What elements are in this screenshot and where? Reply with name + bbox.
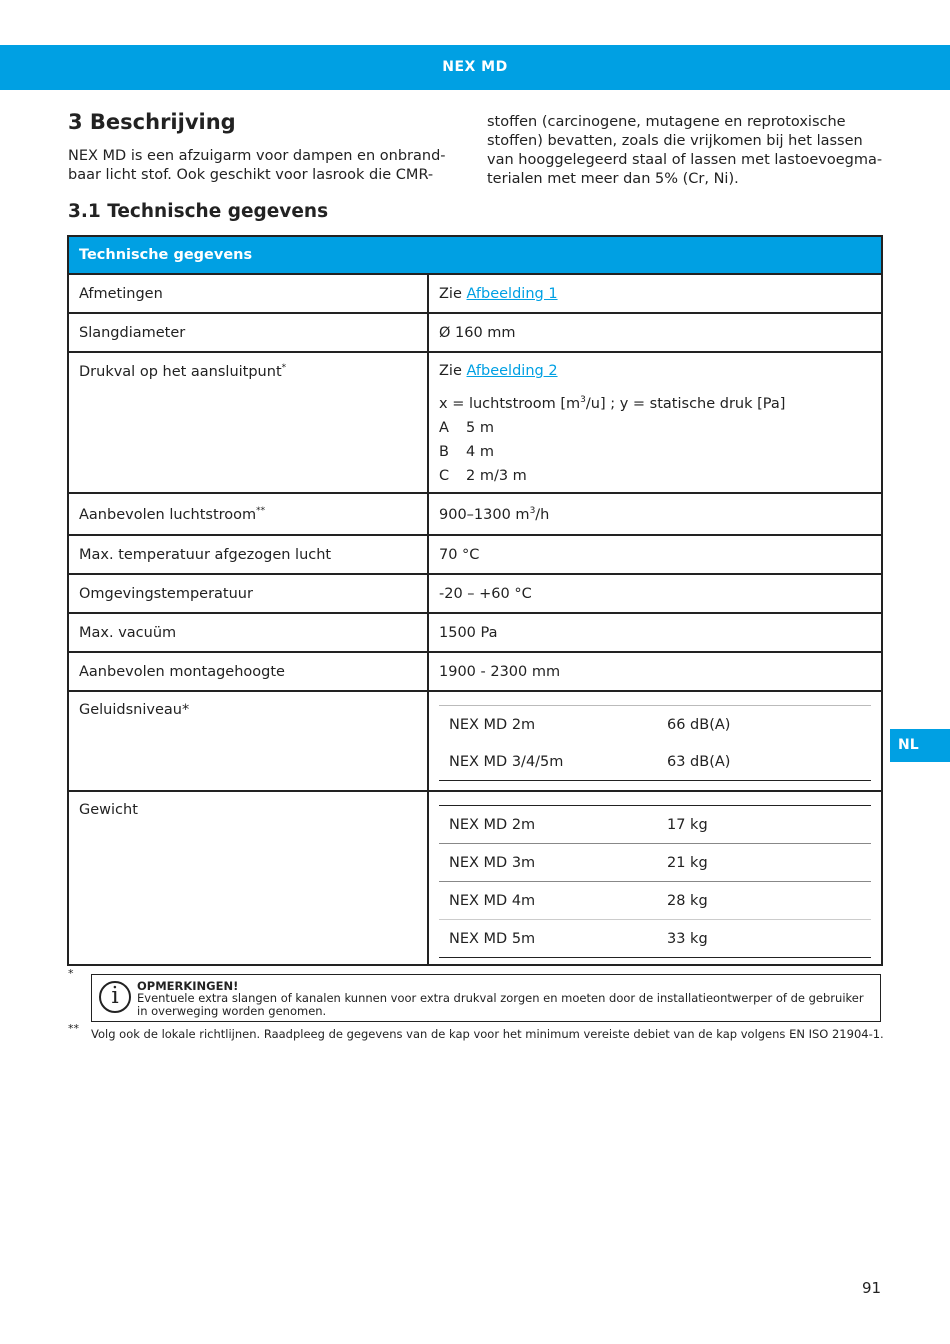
table-row xyxy=(68,352,882,493)
row-label: Max. vacuüm xyxy=(68,613,428,652)
page-header: NEX MD xyxy=(0,45,950,90)
table-row xyxy=(68,613,882,652)
footnote-marker-2: ** xyxy=(68,1022,79,1035)
intro-paragraph-left: NEX MD is een afzuigarm voor dampen en onbrand-baar licht stof. Ook geschikt voor lasrook die CMR- xyxy=(68,148,446,183)
table-row xyxy=(68,493,882,535)
footnote-marker-1: * xyxy=(68,967,74,980)
subtable-row: NEX MD 2m 17 kg xyxy=(439,806,871,844)
table-header: Technische gegevens xyxy=(68,236,882,274)
row-value: 900–1300 $m^3/h$ xyxy=(428,493,882,535)
remarks-box xyxy=(91,974,881,1022)
subtable-row: NEX MD 3m 21 kg xyxy=(439,844,871,882)
row-value: Zie Afbeelding 1 xyxy=(428,274,882,313)
subtable-row: NEX MD 2m 66 dB(A) xyxy=(449,716,731,733)
footnote-text: Volg ook de lokale richtlijnen. Raadpleeg de gegevens van de kap voor het minimum vereiste debiet van de kap volgens EN ISO 21904-1. xyxy=(91,1027,884,1041)
row-value: 70 °C xyxy=(428,535,882,574)
row-label: Slangdiameter xyxy=(68,313,428,352)
figure-2-link[interactable]: Afbeelding 2 xyxy=(466,363,558,379)
pressure-drop-details: x = luchtstroom $[m^3/u]$ ; y = statische druk [Pa] A 5 m B 4 m C 2 m/3 m xyxy=(439,395,786,484)
subtable-row: NEX MD 5m 33 kg xyxy=(439,920,871,958)
subtable-row: NEX MD 3/4/5m 63 dB(A) xyxy=(439,743,871,781)
intro-paragraph-right: stoffen (carcinogene, mutagene en reprotoxische stoffen) bevatten, zoals die vrijkomen bij het lassen van hooggelegeerd staal of lassen met lastoevoegma-terialen met meer dan 5% (Cr, Ni). xyxy=(487,114,883,187)
subtable-row: NEX MD 4m 28 kg xyxy=(439,882,871,920)
figure-1-link[interactable]: Afbeelding 1 xyxy=(466,285,558,302)
subsection-title: 3.1 Technische gegevens xyxy=(68,201,329,222)
page-number: 91 xyxy=(862,1279,882,1297)
row-label: Aanbevolen montagehoogte xyxy=(68,652,428,691)
technical-data-table xyxy=(67,235,883,966)
row-value: Ø 160 mm xyxy=(428,313,882,352)
noise-level-subtable xyxy=(439,705,871,781)
row-value: -20 – +60 °C xyxy=(428,574,882,613)
table-row xyxy=(68,791,882,965)
table-row xyxy=(68,574,882,613)
row-label: Omgevingstemperatuur xyxy=(68,574,428,613)
section-title: 3 Beschrijving xyxy=(68,110,236,134)
row-value xyxy=(428,791,882,965)
table-row xyxy=(68,652,882,691)
remarks-title: OPMERKINGEN! xyxy=(137,979,239,993)
table-row xyxy=(68,691,882,791)
table-row xyxy=(68,274,882,313)
language-tab: NL xyxy=(890,729,950,762)
row-label: Aanbevolen luchtstroom** xyxy=(68,493,428,535)
weight-subtable xyxy=(439,805,871,958)
row-value: 1900 - 2300 mm xyxy=(428,652,882,691)
remarks-text: Eventuele extra slangen of kanalen kunnen voor extra drukval zorgen en moeten door de installatieontwerper of de gebruiker in overweging worden genomen. xyxy=(137,991,864,1018)
info-icon: i xyxy=(99,981,131,1013)
table-row xyxy=(68,535,882,574)
row-value: Zie Afbeelding 2 x = luchtstroom $[m^3/u]$ ; y = statische druk [Pa] A 5 m B 4 m C 2 m/3 m xyxy=(428,352,882,493)
row-value: 1500 Pa xyxy=(428,613,882,652)
row-label: Afmetingen xyxy=(68,274,428,313)
row-label: Drukval op het aansluitpunt* xyxy=(68,352,428,493)
table-row xyxy=(68,313,882,352)
row-label: Geluidsniveau* xyxy=(68,691,428,791)
row-label: Gewicht xyxy=(68,791,428,965)
row-value xyxy=(428,691,882,791)
row-label: Max. temperatuur afgezogen lucht xyxy=(68,535,428,574)
